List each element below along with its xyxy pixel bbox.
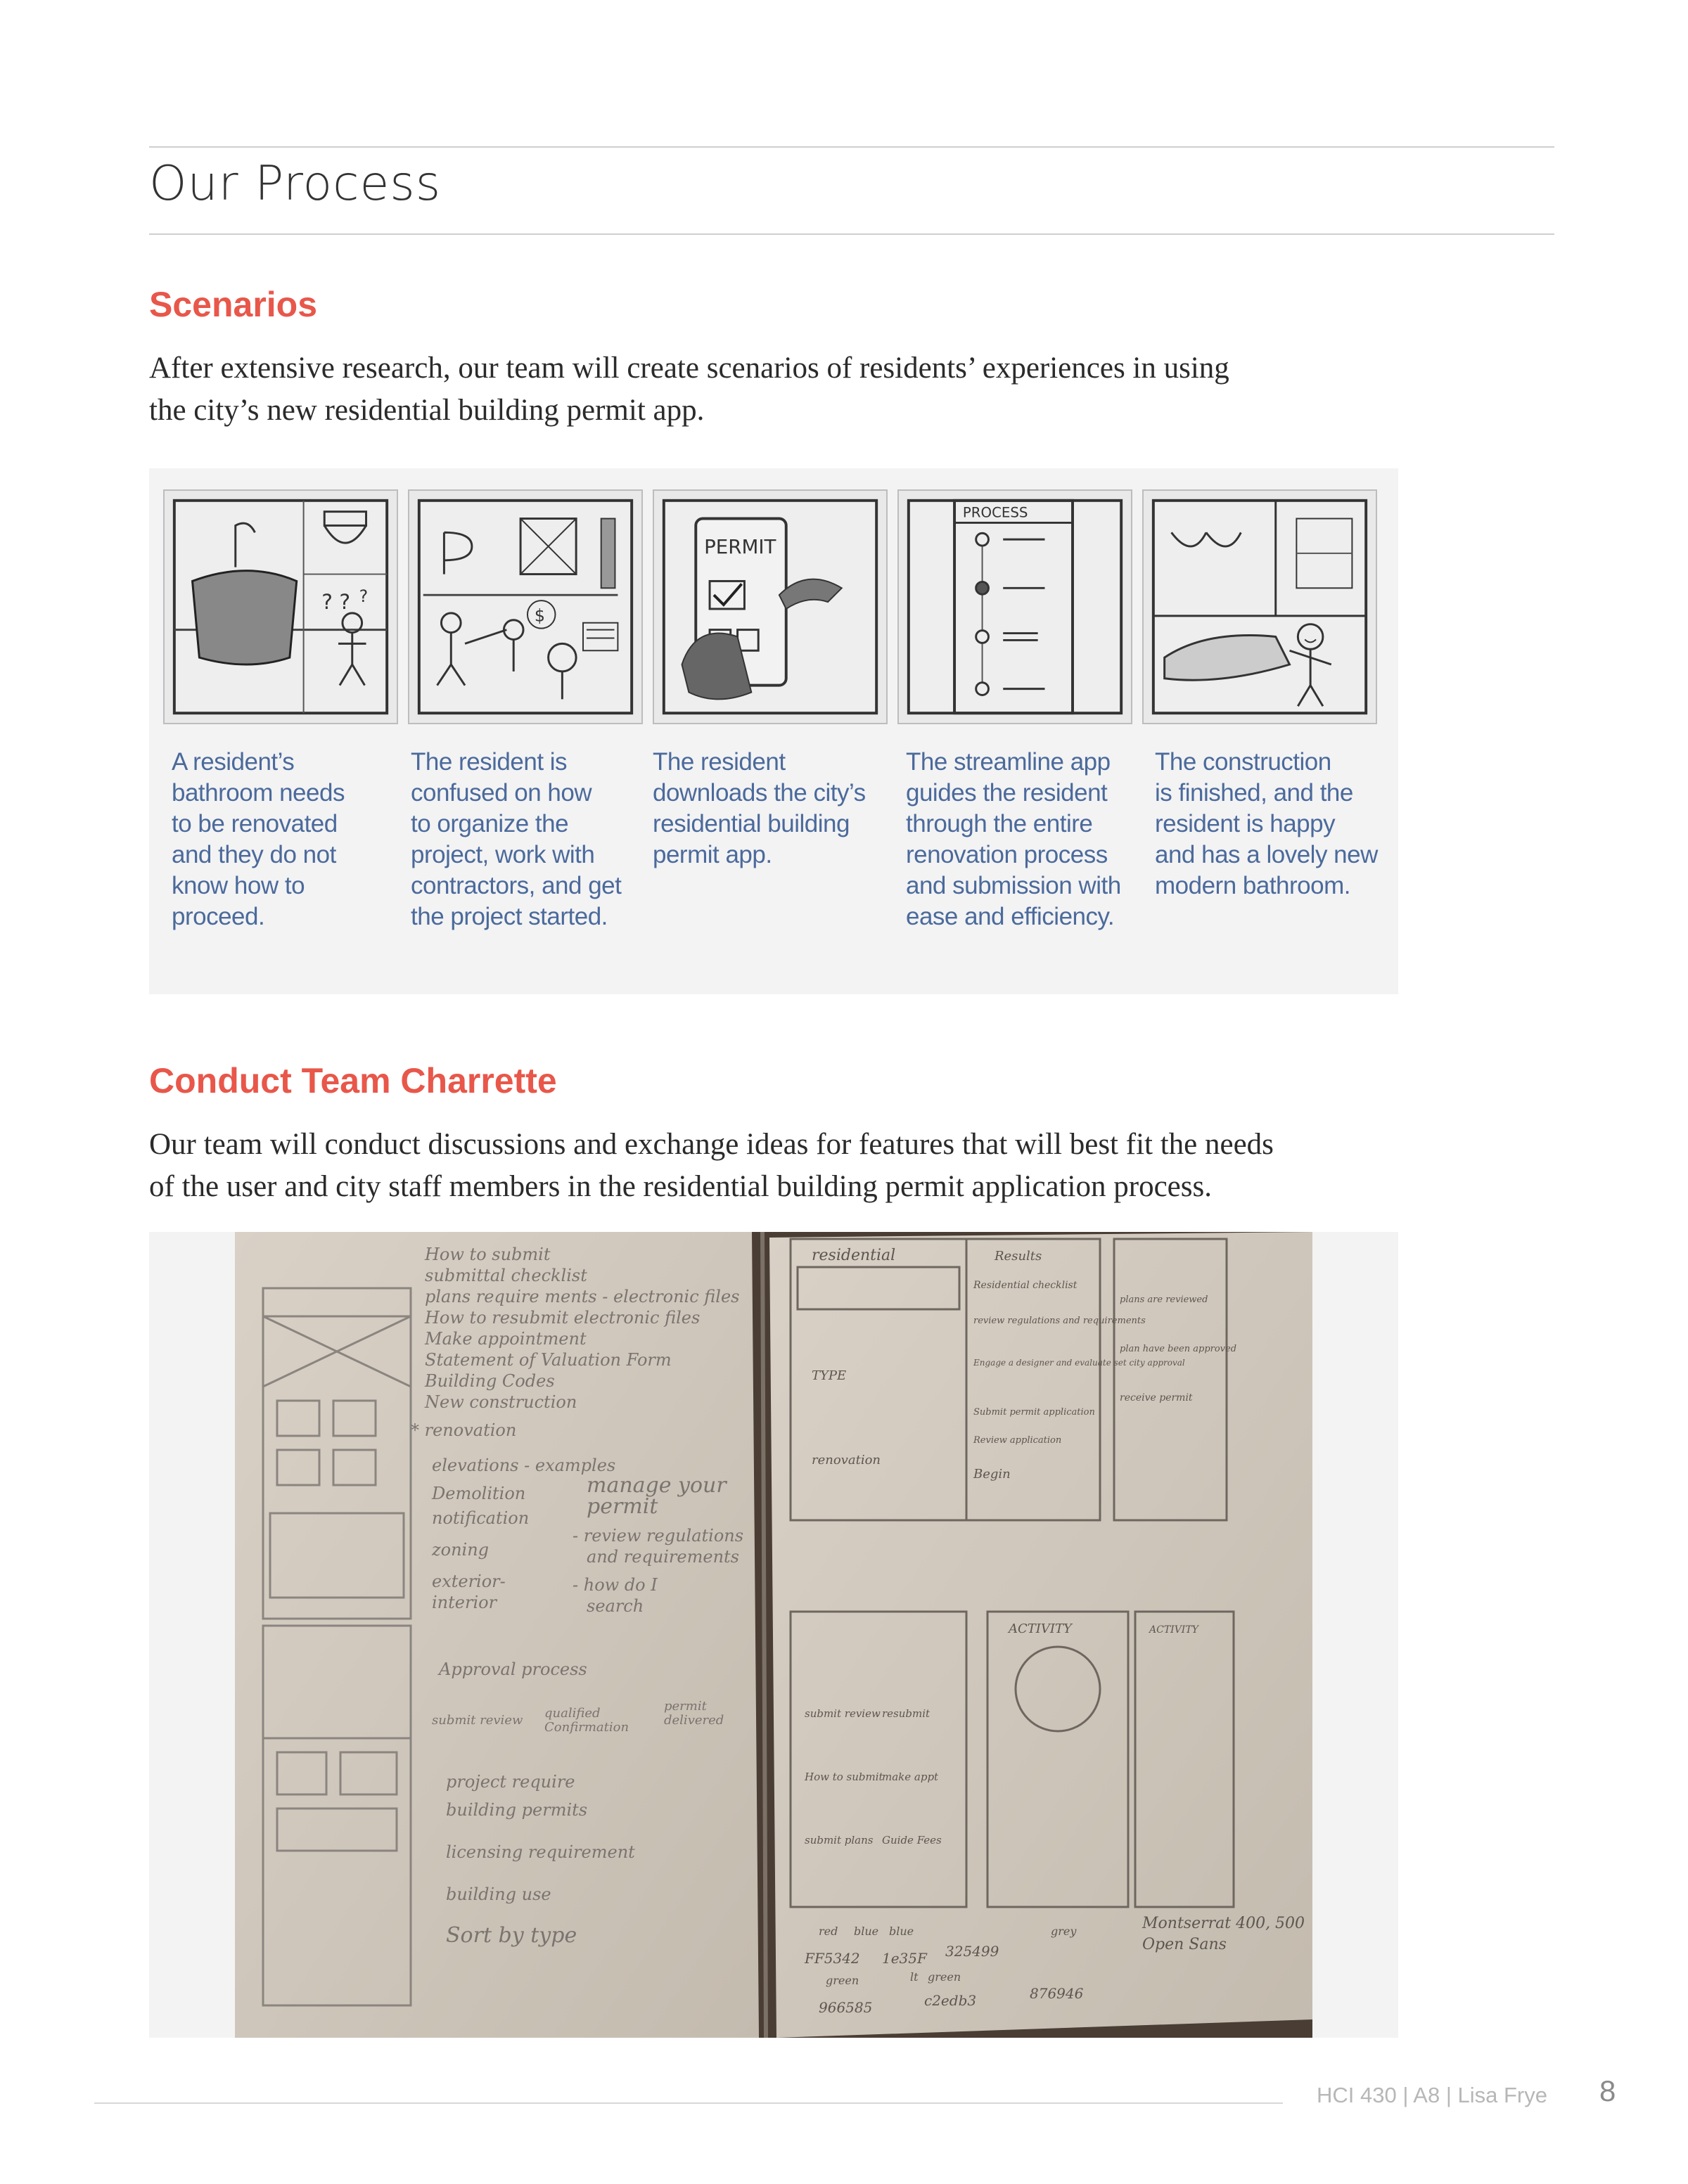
notebook-left-text: project require (446, 1772, 575, 1792)
bathroom-sketch-image (165, 491, 397, 723)
notebook-left-text: * renovation (411, 1420, 517, 1440)
notebook-left-text: Demolition (432, 1484, 526, 1503)
notebook-right-text: Submit permit application (973, 1407, 1095, 1418)
caption-line: project, work with (411, 841, 595, 868)
scenarios-intro-line: After extensive research, our team will create scenarios of residents’ experiences in using (149, 352, 1229, 385)
footer-rule (94, 2102, 1283, 2104)
notebook-right-text: review regulations and requirements (973, 1316, 1146, 1326)
caption-line: The resident (653, 748, 786, 776)
notebook-left-text: exterior- (432, 1572, 506, 1591)
notebook-left-text: licensing requirement (446, 1842, 635, 1862)
notebook-right-text: green (826, 1974, 859, 1987)
notebook-right-text: Engage a designer and evaluate set city approval (973, 1358, 1185, 1368)
caption-line: and they do not (172, 841, 336, 868)
notebook-right-text: Open Sans (1142, 1936, 1227, 1953)
caption-line: proceed. (172, 903, 265, 930)
notebook-right-text: blue (854, 1925, 879, 1938)
notebook-right-text: residential (812, 1247, 896, 1264)
charrette-intro (149, 1124, 1274, 1208)
svg-text:? ?: ? ? (321, 589, 351, 614)
finished-bathroom-sketch-image (1144, 491, 1376, 723)
notebook-right-text: green (928, 1970, 961, 1984)
notebook-right-text: lt (910, 1970, 919, 1984)
notebook-left-text: New construction (425, 1392, 577, 1412)
scenario-caption (411, 747, 643, 932)
notebook-right-text: make appt (882, 1771, 939, 1783)
page-title: Our Process (149, 156, 442, 212)
notebook-right-text: Residential checklist (973, 1280, 1078, 1291)
caption-line: to be renovated (172, 810, 338, 837)
notebook-right-text: Montserrat 400, 500 (1142, 1915, 1305, 1932)
notebook-left-text: building permits (446, 1800, 588, 1820)
caption-line: bathroom needs (172, 779, 345, 807)
caption-line: residential building (653, 810, 850, 837)
notebook-left-text: How to resubmit electronic files (425, 1308, 701, 1328)
phone-download-sketch-icon (653, 489, 888, 724)
confused-resident-sketch-icon (408, 489, 643, 724)
caption-line: resident is happy (1155, 810, 1336, 837)
notebook-left-text: - how do I (573, 1575, 658, 1595)
notebook-left-text: How to submit (425, 1245, 551, 1264)
notebook-right-text: blue (889, 1925, 914, 1938)
caption-line: the project started. (411, 903, 608, 930)
caption-line: confused on how (411, 779, 592, 807)
notebook-right-text: TYPE (812, 1368, 847, 1383)
notebook-right-text: ACTIVITY (1149, 1624, 1198, 1636)
notebook-left-text: submit review (432, 1713, 523, 1728)
caption-line: ease and efficiency. (906, 903, 1115, 930)
notebook-left-text: elevations - examples (432, 1456, 616, 1475)
svg-text:?: ? (359, 586, 369, 607)
page-number: 8 (1599, 2074, 1616, 2107)
notebook-right-text: How to submit (805, 1771, 883, 1783)
caption-line: The streamline app (906, 748, 1111, 776)
caption-line: permit app. (653, 841, 772, 868)
caption-line: contractors, and get (411, 872, 622, 899)
notebook-left-text: Building Codes (425, 1371, 555, 1391)
notebook-right-text: FF5342 (805, 1950, 860, 1967)
process-sketch-text: PROCESS (962, 504, 1028, 521)
scenario-caption (653, 747, 885, 871)
notebook-left-text: building use (446, 1884, 551, 1904)
notebook-right-text: 966585 (819, 1999, 873, 2016)
notebook-left-text: and requirements (587, 1547, 739, 1567)
notebook-sketch-photo (235, 1232, 1312, 2038)
notebook-right-text: Guide Fees (882, 1834, 942, 1846)
notebook-right-text: submit review (805, 1707, 881, 1720)
svg-text:$: $ (534, 605, 545, 626)
caption-line: guides the resident (906, 779, 1108, 807)
caption-line: is finished, and the (1155, 779, 1353, 807)
caption-line: through the entire (906, 810, 1093, 837)
caption-line: and submission with (906, 872, 1121, 899)
charrette-intro-line: Our team will conduct discussions and exchange ideas for features that will best fit the needs (149, 1128, 1274, 1161)
notebook-right-text: c2edb3 (924, 1992, 977, 2009)
notebook-right-text: plan have been approved (1120, 1344, 1237, 1354)
scenarios-heading: Scenarios (149, 285, 318, 324)
confused-resident-sketch-image (409, 491, 641, 723)
permit-sketch-text: PERMIT (704, 534, 776, 558)
notebook-left-text: search (587, 1596, 644, 1616)
notebook-left-text: interior (432, 1593, 497, 1612)
charrette-heading: Conduct Team Charrette (149, 1061, 557, 1100)
notebook-right-text: red (819, 1925, 838, 1938)
notebook-right-text: receive permit (1120, 1392, 1193, 1403)
process-steps-sketch-image (899, 491, 1131, 723)
caption-line: know how to (172, 872, 305, 899)
notebook-right-text: 876946 (1030, 1985, 1084, 2002)
notebook-left-text: Approval process (439, 1659, 587, 1679)
scenarios-intro-line: the city’s new residential building permit app. (149, 394, 705, 427)
notebook-left-text: Statement of Valuation Form (425, 1350, 672, 1370)
notebook-left-text: - review regulations (573, 1526, 744, 1546)
notebook-left-text: delivered (664, 1713, 724, 1728)
caption-line: renovation process (906, 841, 1108, 868)
caption-line: The resident is (411, 748, 568, 776)
scenario-caption (906, 747, 1138, 932)
notebook-left-text: Confirmation (544, 1720, 629, 1735)
notebook-left-text: manage your (587, 1473, 727, 1498)
footer-text: HCI 430 | A8 | Lisa Frye (1317, 2083, 1547, 2107)
finished-bathroom-sketch-icon (1142, 489, 1377, 724)
notebook-left-text: submittal checklist (425, 1266, 587, 1285)
caption-line: The construction (1155, 748, 1331, 776)
phone-download-sketch-image (654, 491, 886, 723)
notebook-right-text: renovation (812, 1453, 881, 1467)
caption-line: modern bathroom. (1155, 872, 1350, 899)
notebook-right-text: ACTIVITY (1009, 1621, 1072, 1636)
scenario-caption (172, 747, 404, 932)
caption-line: downloads the city’s (653, 779, 866, 807)
caption-line: to organize the (411, 810, 569, 837)
notebook-right-text: submit plans (805, 1834, 874, 1846)
caption-line: and has a lovely new (1155, 841, 1378, 868)
notebook-right-text: resubmit (882, 1707, 931, 1720)
header-bottom-rule (149, 233, 1554, 235)
notebook-left-text: permit (664, 1699, 707, 1714)
storyboard (149, 468, 1398, 994)
charrette-photo-frame (149, 1232, 1398, 2038)
notebook-left-text: plans require ments - electronic files (425, 1287, 740, 1306)
notebook-right-text: Review application (973, 1435, 1062, 1446)
scenario-caption (1155, 747, 1387, 901)
caption-line: A resident’s (172, 748, 295, 776)
notebook-left-text: notification (432, 1508, 530, 1528)
notebook-left-text: permit (587, 1494, 658, 1519)
notebook-right-text: Results (995, 1249, 1042, 1264)
notebook-left-text: zoning (432, 1540, 490, 1560)
notebook-right-text: Begin (973, 1467, 1011, 1482)
notebook-right-text: plans are reviewed (1120, 1295, 1208, 1305)
header-top-rule (149, 146, 1554, 148)
process-steps-sketch-icon (897, 489, 1132, 724)
notebook-right-text: grey (1051, 1925, 1077, 1938)
notebook-left-text: qualified (544, 1706, 601, 1721)
notebook-right-text: 1e35F (882, 1950, 927, 1967)
scenarios-intro (149, 347, 1229, 432)
notebook-left-text: Sort by type (446, 1923, 577, 1948)
charrette-intro-line: of the user and city staff members in the residential building permit application process. (149, 1170, 1212, 1203)
notebook-left-text: Make appointment (425, 1329, 587, 1349)
bathroom-sketch-icon (163, 489, 398, 724)
notebook-right-text: 325499 (945, 1943, 999, 1960)
